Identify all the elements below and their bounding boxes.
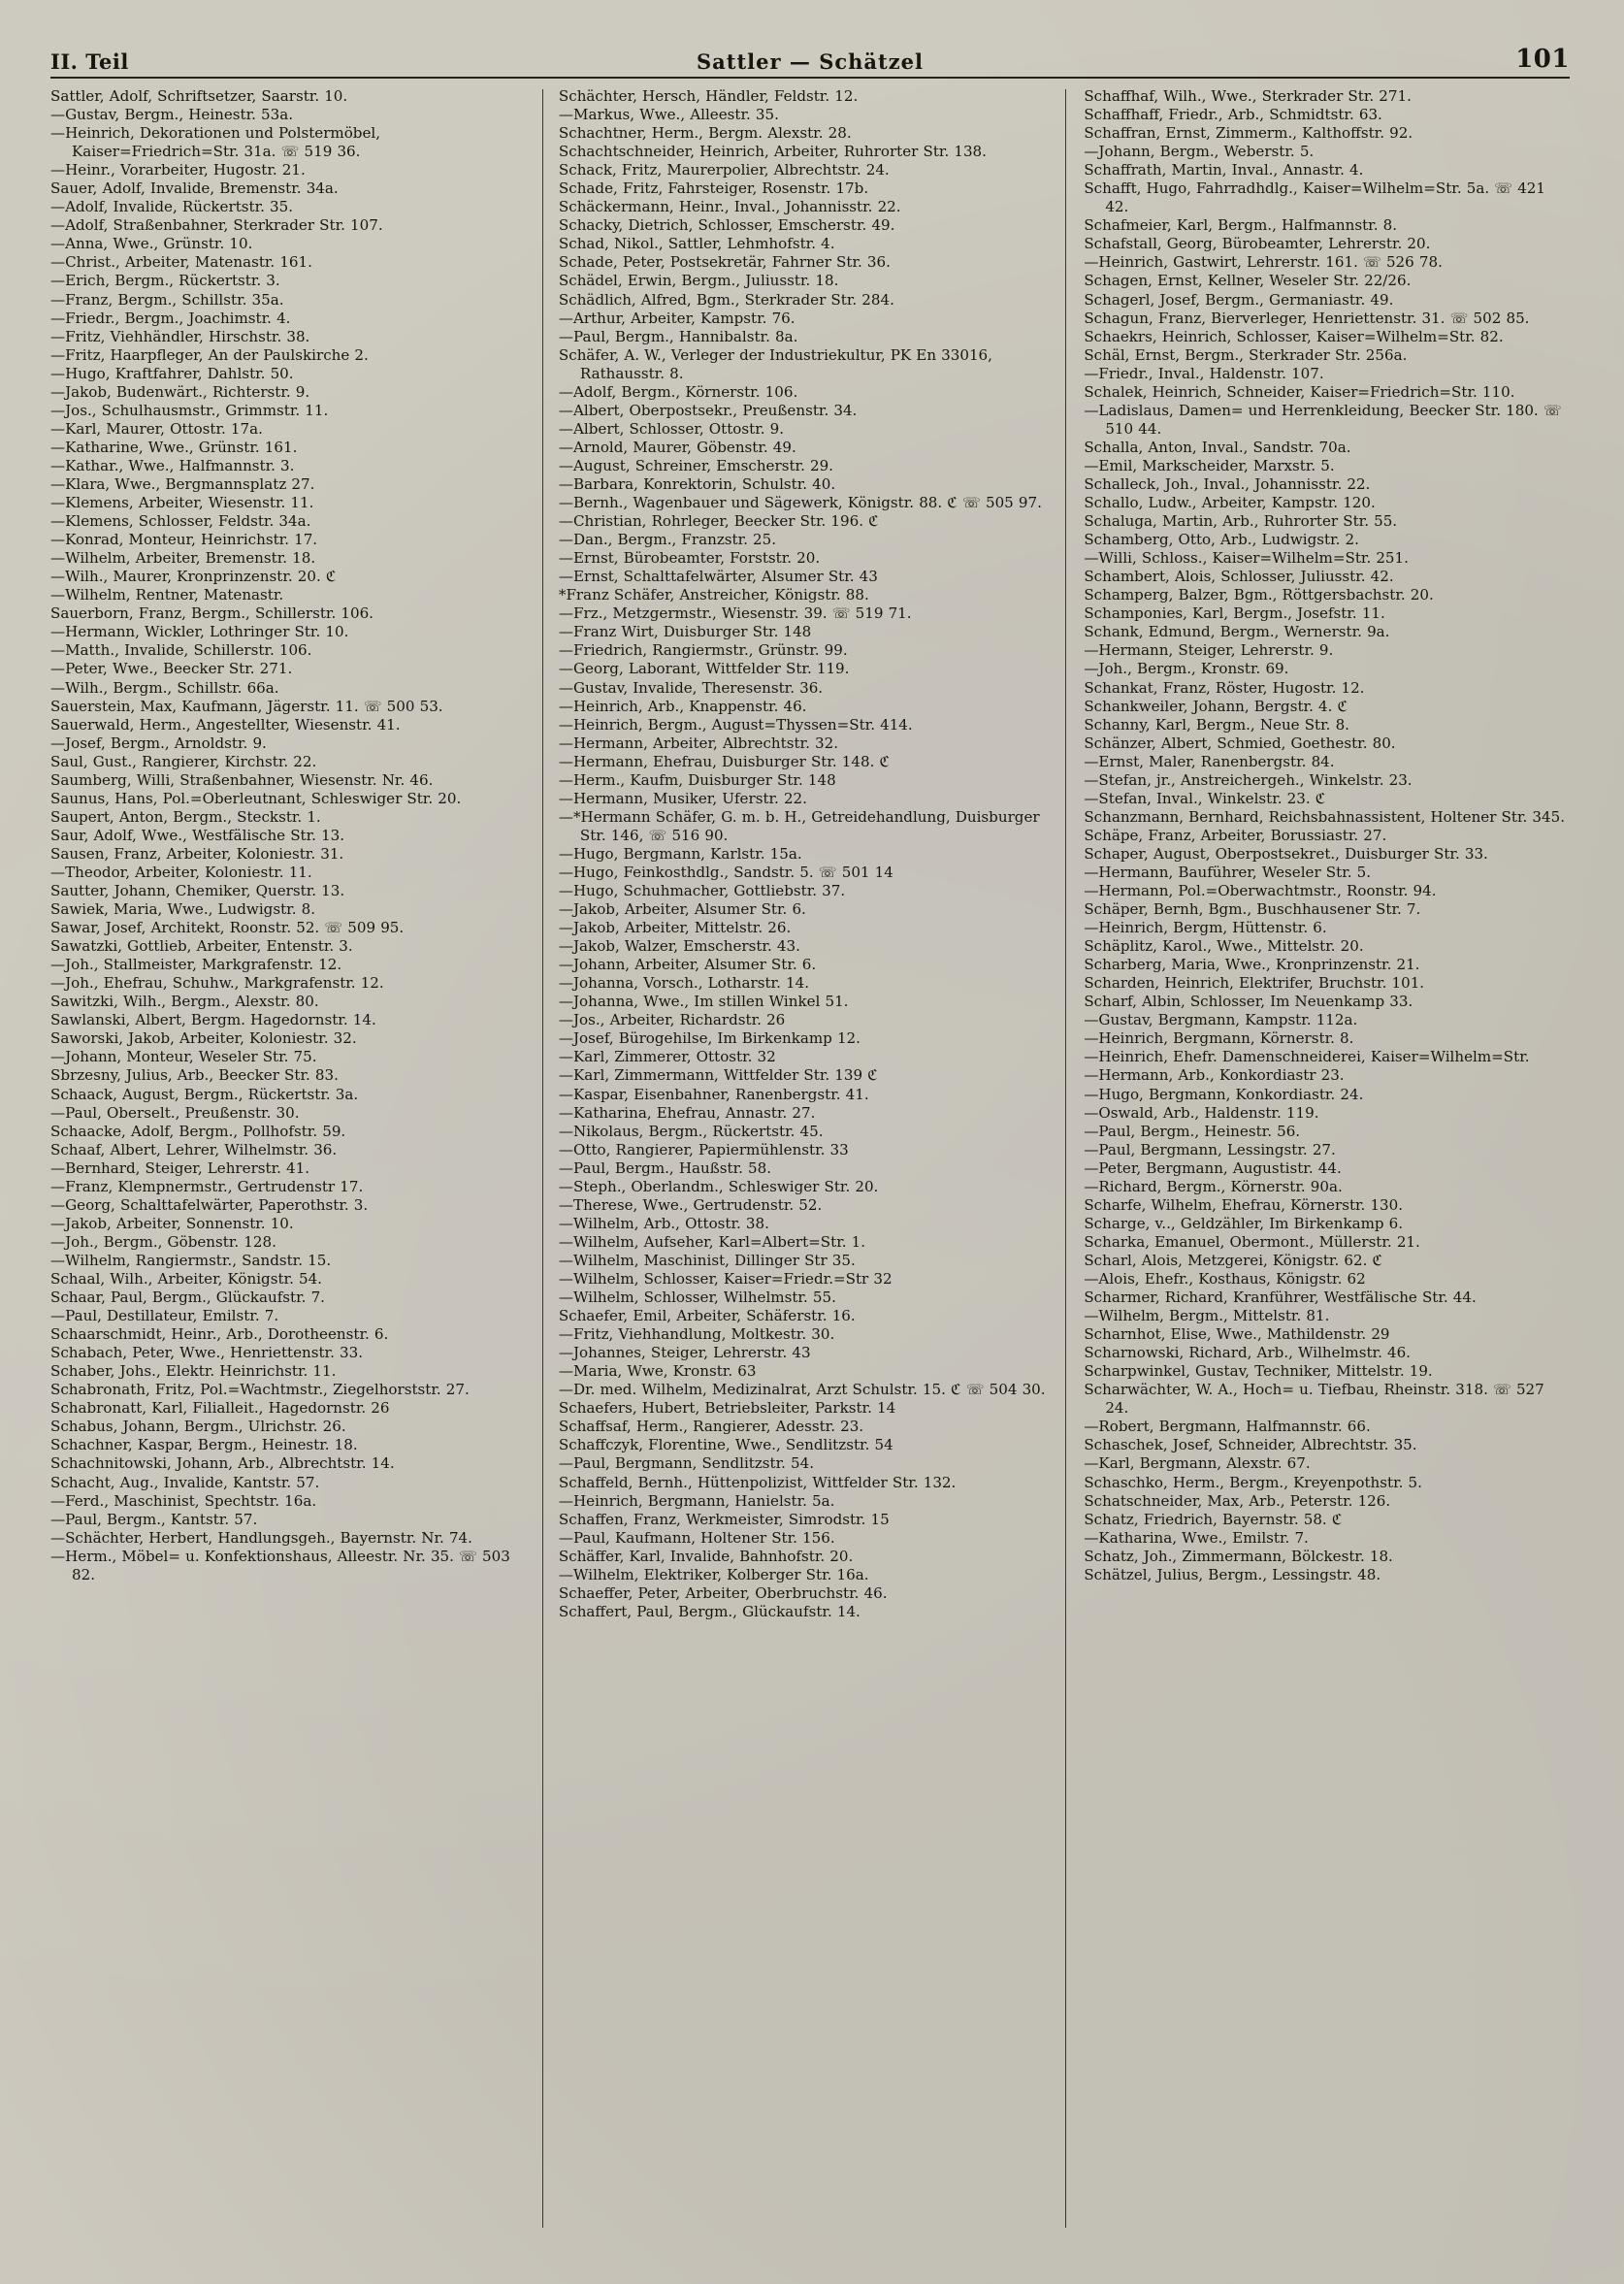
directory-entry: Schambert, Alois, Schlosser, Juliusstr. 42.	[1084, 568, 1394, 586]
directory-entry: —Bernh., Wagenbauer und Sägewerk, Königstr. 88. ℭ ☏ 505 97.	[558, 494, 1042, 512]
directory-entry: —Fritz, Haarpfleger, An der Paulskirche 2.	[50, 345, 369, 364]
directory-entry: Schankat, Franz, Röster, Hugostr. 12.	[1084, 678, 1365, 697]
directory-entry: Schamperg, Balzer, Bgm., Röttgersbachstr. 20.	[1084, 586, 1434, 604]
directory-entry: —Karl, Bergmann, Alexstr. 67.	[1084, 1454, 1311, 1473]
directory-entry: Schäfer, A. W., Verleger der Industriekultur, PK En 33016, Rathausstr. 8.	[558, 345, 992, 382]
header-range-label: Sattler — Schätzel	[697, 49, 924, 74]
directory-entry: —Arnold, Maurer, Göbenstr. 49.	[558, 438, 796, 456]
directory-entry: —Kathar., Wwe., Halfmannstr. 3.	[50, 456, 295, 474]
directory-entry: —Heinrich, Arb., Knappenstr. 46.	[558, 697, 807, 715]
directory-entry: Sauerwald, Herm., Angestellter, Wiesenstr. 41.	[50, 715, 401, 734]
directory-entry: —Adolf, Invalide, Rückertstr. 35.	[50, 198, 294, 216]
directory-entry: Saunus, Hans, Pol.=Oberleutnant, Schleswiger Str. 20.	[50, 789, 462, 807]
directory-entry: —Wilhelm, Schlosser, Kaiser=Friedr.=Str 32	[558, 1270, 893, 1288]
directory-entry: —Katharina, Ehefrau, Annastr. 27.	[558, 1103, 816, 1122]
column-1	[50, 87, 542, 2237]
directory-entry: —Nikolaus, Bergm., Rückertstr. 45.	[558, 1122, 824, 1140]
directory-entry: —Bernhard, Steiger, Lehrerstr. 41.	[50, 1158, 310, 1177]
directory-entry: Schatschneider, Max, Arb., Peterstr. 126.	[1084, 1491, 1391, 1510]
directory-entry: —Herm., Kaufm, Duisburger Str. 148	[558, 770, 836, 789]
directory-entry: Schanny, Karl, Bergm., Neue Str. 8.	[1084, 715, 1349, 734]
directory-entry: Schäffer, Karl, Invalide, Bahnhofstr. 20.	[558, 1547, 854, 1565]
directory-entry: —Robert, Bergmann, Halfmannstr. 66.	[1084, 1418, 1371, 1436]
directory-entry: Schaefer, Emil, Arbeiter, Schäferstr. 16.	[558, 1307, 856, 1325]
directory-entry: —Paul, Bergm., Heinestr. 56.	[1084, 1122, 1301, 1140]
directory-entry: —Wilhelm, Arb., Ottostr. 38.	[558, 1214, 769, 1232]
directory-entry: —Wilhelm, Elektriker, Kolberger Str. 16a.	[558, 1565, 869, 1583]
directory-entry: —Hermann, Musiker, Uferstr. 22.	[558, 789, 807, 807]
directory-entry: —Gustav, Bergmann, Kampstr. 112a.	[1084, 1011, 1358, 1029]
directory-entry: —Kaspar, Eisenbahner, Ranenbergstr. 41.	[558, 1085, 869, 1103]
directory-entry: —Wilhelm, Rangiermstr., Sandstr. 15.	[50, 1251, 332, 1269]
directory-entry: Schabach, Peter, Wwe., Henriettenstr. 33.	[50, 1344, 364, 1362]
directory-entry: Schagen, Ernst, Kellner, Weseler Str. 22/26.	[1084, 272, 1412, 290]
directory-entry: —Klemens, Schlosser, Feldstr. 34a.	[50, 512, 311, 531]
directory-entry: Schallo, Ludw., Arbeiter, Kampstr. 120.	[1084, 494, 1376, 512]
directory-entry: —Wilh., Bergm., Schillstr. 66a.	[50, 678, 279, 697]
directory-entry: —Katharina, Wwe., Emilstr. 7.	[1084, 1528, 1309, 1547]
directory-entry: —Ferd., Maschinist, Spechtstr. 16a.	[50, 1491, 317, 1510]
directory-entry: —Hermann, Steiger, Lehrerstr. 9.	[1084, 641, 1334, 660]
directory-entry: —Oswald, Arb., Haldenstr. 119.	[1084, 1103, 1319, 1122]
directory-entry: —Johanna, Vorsch., Lotharstr. 14.	[558, 974, 810, 993]
directory-entry: —Heinr., Vorarbeiter, Hugostr. 21.	[50, 161, 306, 179]
directory-entry: —Jakob, Arbeiter, Sonnenstr. 10.	[50, 1214, 294, 1232]
directory-entry: Sautter, Johann, Chemiker, Querstr. 13.	[50, 882, 345, 900]
directory-entry: Scharwächter, W. A., Hoch= u. Tiefbau, Rheinstr. 318. ☏ 527 24.	[1084, 1381, 1544, 1418]
directory-entry: Schade, Peter, Postsekretär, Fahrner Str. 36.	[558, 253, 891, 272]
directory-entry: —Erich, Bergm., Rückertstr. 3.	[50, 272, 280, 290]
directory-entry: —Wilhelm, Rentner, Matenastr.	[50, 586, 284, 604]
directory-entry: —Joh., Ehefrau, Schuhw., Markgrafenstr. 12.	[50, 974, 384, 993]
directory-entry: Schachner, Kaspar, Bergm., Heinestr. 18.	[50, 1436, 358, 1454]
directory-entry: —Paul, Bergm., Kantstr. 57.	[50, 1510, 258, 1528]
directory-entry: —Karl, Zimmerer, Ottostr. 32	[558, 1048, 776, 1066]
directory-entry: —Hermann, Arbeiter, Albrechtstr. 32.	[558, 734, 838, 752]
directory-entry: —Heinrich, Bergm., August=Thyssen=Str. 414.	[558, 715, 913, 734]
directory-entry: Schabronath, Fritz, Pol.=Wachtmstr., Ziegelhorststr. 27.	[50, 1381, 470, 1399]
directory-entry: —Wilhelm, Schlosser, Wilhelmstr. 55.	[558, 1289, 836, 1307]
directory-entry: —Friedr., Bergm., Joachimstr. 4.	[50, 309, 291, 327]
directory-entry: Schaffen, Franz, Werkmeister, Simrodstr. 15	[558, 1510, 890, 1528]
directory-entry: —Jakob, Arbeiter, Mittelstr. 26.	[558, 919, 792, 937]
directory-entry: —Willi, Schloss., Kaiser=Wilhelm=Str. 251.	[1084, 549, 1409, 568]
directory-entry: —Paul, Oberselt., Preußenstr. 30.	[50, 1103, 300, 1122]
directory-entry: Saur, Adolf, Wwe., Westfälische Str. 13.	[50, 826, 345, 844]
directory-entry: Schäckermann, Heinr., Inval., Johannisstr. 22.	[558, 198, 901, 216]
directory-entry: —Hermann, Bauführer, Weseler Str. 5.	[1084, 863, 1372, 881]
directory-entry: —Fritz, Viehhandlung, Moltkestr. 30.	[558, 1325, 835, 1344]
directory-entry: —Heinrich, Dekorationen und Polstermöbel, Kaiser=Friedrich=Str. 31a. ☏ 519 36.	[50, 124, 381, 161]
directory-entry: Sattler, Adolf, Schriftsetzer, Saarstr. 10.	[50, 87, 348, 105]
directory-entry: —Markus, Wwe., Alleestr. 35.	[558, 106, 779, 124]
directory-entry: Schacky, Dietrich, Schlosser, Emscherstr. 49.	[558, 216, 895, 235]
directory-entry: —Emil, Markscheider, Marxstr. 5.	[1084, 456, 1335, 474]
directory-entry: Schafmeier, Karl, Bergm., Halfmannstr. 8.	[1084, 216, 1397, 235]
directory-entry: Schabus, Johann, Bergm., Ulrichstr. 26.	[50, 1418, 346, 1436]
directory-entry: —Hugo, Bergmann, Karlstr. 15a.	[558, 844, 802, 863]
directory-entry: —Paul, Destillateur, Emilstr. 7.	[50, 1307, 279, 1325]
directory-entry: Scharnowski, Richard, Arb., Wilhelmstr. 46.	[1084, 1344, 1411, 1362]
directory-entry: —Joh., Stallmeister, Markgrafenstr. 12.	[50, 956, 342, 974]
directory-entry: —Ernst, Schalttafelwärter, Alsumer Str. 43	[558, 568, 878, 586]
directory-entry: —Hugo, Schuhmacher, Gottliebstr. 37.	[558, 882, 846, 900]
directory-entry: —Wilhelm, Maschinist, Dillinger Str 35.	[558, 1251, 856, 1269]
directory-entry: Scharge, v.., Geldzähler, Im Birkenkamp 6.	[1084, 1214, 1404, 1232]
directory-entry: Schaarschmidt, Heinr., Arb., Dorotheenstr. 6.	[50, 1325, 389, 1344]
page-inner	[50, 39, 1570, 2247]
directory-entry: —Barbara, Konrektorin, Schulstr. 40.	[558, 474, 836, 493]
directory-entry: —Ernst, Bürobeamter, Forststr. 20.	[558, 549, 821, 568]
directory-entry: Saumberg, Willi, Straßenbahner, Wiesenstr. Nr. 46.	[50, 770, 434, 789]
directory-entry: —Alois, Ehefr., Kosthaus, Königstr. 62	[1084, 1270, 1366, 1288]
directory-entry: Schächter, Hersch, Händler, Feldstr. 12.	[558, 87, 859, 105]
directory-entry: Schatz, Joh., Zimmermann, Bölckestr. 18.	[1084, 1547, 1393, 1565]
directory-entry: —Heinrich, Bergmann, Hanielstr. 5a.	[558, 1491, 835, 1510]
directory-entry: Schad, Nikol., Sattler, Lehmhofstr. 4.	[558, 235, 835, 253]
directory-entry: Schafstall, Georg, Bürobeamter, Lehrerstr. 20.	[1084, 235, 1431, 253]
directory-entry: —Konrad, Monteur, Heinrichstr. 17.	[50, 531, 318, 549]
directory-entry: —Christian, Rohrleger, Beecker Str. 196. ℭ	[558, 512, 879, 531]
directory-entry: —Albert, Oberpostsekr., Preußenstr. 34.	[558, 401, 858, 419]
directory-entry: Sawiek, Maria, Wwe., Ludwigstr. 8.	[50, 900, 315, 919]
directory-entry: Schagerl, Josef, Bergm., Germaniastr. 49.	[1084, 290, 1394, 309]
directory-entry: —Hermann, Arb., Konkordiastr 23.	[1084, 1066, 1345, 1085]
directory-entry: —Otto, Rangierer, Papiermühlenstr. 33	[558, 1140, 849, 1158]
directory-entry: Schankweiler, Johann, Bergstr. 4. ℭ	[1084, 697, 1348, 715]
directory-entry: Scharmer, Richard, Kranführer, Westfälische Str. 44.	[1084, 1289, 1477, 1307]
directory-entry: —Heinrich, Ehefr. Damenschneiderei, Kaiser=Wilhelm=Str.	[1084, 1048, 1530, 1066]
directory-entry: —Johann, Arbeiter, Alsumer Str. 6.	[558, 956, 817, 974]
directory-entry: Schäpe, Franz, Arbeiter, Borussiastr. 27.	[1084, 826, 1387, 844]
directory-entry: Schaefers, Hubert, Betriebsleiter, Parkstr. 14	[558, 1399, 896, 1418]
directory-entry: —Paul, Kaufmann, Holtener Str. 156.	[558, 1528, 835, 1547]
directory-entry: Scharden, Heinrich, Elektrifer, Bruchstr. 101.	[1084, 974, 1425, 993]
directory-entry: Sawlanski, Albert, Bergm. Hagedornstr. 14.	[50, 1011, 376, 1029]
directory-entry: —Johannes, Steiger, Lehrerstr. 43	[558, 1344, 811, 1362]
directory-entry: Schäl, Ernst, Bergm., Sterkrader Str. 256a.	[1084, 345, 1408, 364]
directory-entry: —Franz, Bergm., Schillstr. 35a.	[50, 290, 284, 309]
directory-entry: Schaschko, Herm., Bergm., Kreyenpothstr. 5.	[1084, 1473, 1422, 1491]
directory-entry: —Arthur, Arbeiter, Kampstr. 76.	[558, 309, 796, 327]
directory-entry: Sawatzki, Gottlieb, Arbeiter, Entenstr. 3.	[50, 937, 353, 956]
directory-entry: Schaaf, Albert, Lehrer, Wilhelmstr. 36.	[50, 1140, 338, 1158]
directory-entry: Schaschek, Josef, Schneider, Albrechtstr. 35.	[1084, 1436, 1417, 1454]
directory-entry: Schamponies, Karl, Bergm., Josefstr. 11.	[1084, 604, 1385, 623]
column-2	[543, 87, 1065, 2237]
directory-entry: —Josef, Bergm., Arnoldstr. 9.	[50, 734, 267, 752]
directory-entry: Scharberg, Maria, Wwe., Kronprinzenstr. 21.	[1084, 956, 1420, 974]
directory-entry: —Matth., Invalide, Schillerstr. 106.	[50, 641, 312, 660]
directory-entry: —Jos., Arbeiter, Richardstr. 26	[558, 1011, 786, 1029]
directory-entry: Schaluga, Martin, Arb., Ruhrorter Str. 55.	[1084, 512, 1398, 531]
directory-entry: —Paul, Bergmann, Lessingstr. 27.	[1084, 1140, 1336, 1158]
directory-entry: —Joh., Bergm., Göbenstr. 128.	[50, 1232, 276, 1251]
directory-entry: —August, Schreiner, Emscherstr. 29.	[558, 456, 833, 474]
directory-entry: —Franz Wirt, Duisburger Str. 148	[558, 623, 812, 641]
directory-entry: Schäplitz, Karol., Wwe., Mittelstr. 20.	[1084, 937, 1364, 956]
directory-entry: Schaber, Johs., Elektr. Heinrichstr. 11.	[50, 1362, 337, 1381]
directory-entry: —Fritz, Viehhändler, Hirschstr. 38.	[50, 327, 310, 345]
directory-entry: —Dr. med. Wilhelm, Medizinalrat, Arzt Schulstr. 15. ℭ ☏ 504 30.	[558, 1381, 1046, 1399]
directory-entry: Saul, Gust., Rangierer, Kirchstr. 22.	[50, 752, 317, 770]
directory-entry: —Johann, Bergm., Weberstr. 5.	[1084, 143, 1315, 161]
directory-entry: Schachtner, Herm., Bergm. Alexstr. 28.	[558, 124, 852, 143]
directory-entry: Sauerborn, Franz, Bergm., Schillerstr. 106.	[50, 604, 374, 623]
directory-entry: —Gustav, Bergm., Heinestr. 53a.	[50, 106, 294, 124]
directory-entry: —Hermann, Wickler, Lothringer Str. 10.	[50, 623, 349, 641]
directory-entry: —Hermann, Pol.=Oberwachtmstr., Roonstr. 94.	[1084, 882, 1437, 900]
directory-entry: —Christ., Arbeiter, Matenastr. 161.	[50, 253, 312, 272]
directory-entry: Schamberg, Otto, Arb., Ludwigstr. 2.	[1084, 531, 1359, 549]
directory-entry: Scharka, Emanuel, Obermont., Müllerstr. 21.	[1084, 1232, 1420, 1251]
directory-entry: —Hugo, Kraftfahrer, Dahlstr. 50.	[50, 364, 294, 382]
directory-entry: —Georg, Laborant, Wittfelder Str. 119.	[558, 660, 850, 678]
directory-entry: —Steph., Oberlandm., Schleswiger Str. 20.	[558, 1177, 879, 1195]
directory-entry: —Maria, Wwe, Kronstr. 63	[558, 1362, 757, 1381]
directory-entry: —Jakob, Budenwärt., Richterstr. 9.	[50, 382, 310, 401]
directory-entry: Schachtschneider, Heinrich, Arbeiter, Ruhrorter Str. 138.	[558, 143, 987, 161]
page-header	[50, 39, 1570, 74]
directory-entry: Schaffeld, Bernh., Hüttenpolizist, Wittfelder Str. 132.	[558, 1473, 957, 1491]
directory-entry: —Wilhelm, Aufseher, Karl=Albert=Str. 1.	[558, 1232, 866, 1251]
directory-entry: Scharpwinkel, Gustav, Techniker, Mittelstr. 19.	[1084, 1362, 1433, 1381]
directory-entry: Schaeffer, Peter, Arbeiter, Oberbruchstr. 46.	[558, 1583, 888, 1602]
directory-entry: —Stefan, jr., Anstreichergeh., Winkelstr. 23.	[1084, 770, 1413, 789]
directory-entry: —Johanna, Wwe., Im stillen Winkel 51.	[558, 993, 849, 1011]
directory-entry: Schaffsaf, Herm., Rangierer, Adesstr. 23.	[558, 1418, 864, 1436]
directory-entry: —Ladislaus, Damen= und Herrenkleidung, Beecker Str. 180. ☏ 510 44.	[1084, 401, 1562, 438]
directory-entry: Schalla, Anton, Inval., Sandstr. 70a.	[1084, 438, 1351, 456]
directory-entry: —Paul, Bergmann, Sendlitzstr. 54.	[558, 1454, 815, 1473]
directory-entry: Schänzer, Albert, Schmied, Goethestr. 80.	[1084, 734, 1396, 752]
directory-entry: Scharl, Alois, Metzgerei, Königstr. 62. ℭ	[1084, 1251, 1383, 1269]
directory-entry: Scharfe, Wilhelm, Ehefrau, Körnerstr. 130.	[1084, 1195, 1404, 1214]
directory-entry: —Theodor, Arbeiter, Koloniestr. 11.	[50, 863, 312, 881]
directory-entry: Schacht, Aug., Invalide, Kantstr. 57.	[50, 1473, 320, 1491]
directory-entry: —Wilhelm, Arbeiter, Bremenstr. 18.	[50, 549, 316, 568]
directory-entry: Schachnitowski, Johann, Arb., Albrechtstr. 14.	[50, 1454, 395, 1473]
directory-entry: Saupert, Anton, Bergm., Steckstr. 1.	[50, 807, 321, 826]
directory-entry: Saworski, Jakob, Arbeiter, Koloniestr. 32.	[50, 1029, 357, 1048]
directory-entry: Schalleck, Joh., Inval., Johannisstr. 22.	[1084, 474, 1371, 493]
directory-entry: Schäper, Bernh, Bgm., Buschhausener Str. 7.	[1084, 900, 1421, 919]
directory-entry: —Paul, Bergm., Hannibalstr. 8a.	[558, 327, 798, 345]
directory-entry: Schädel, Erwin, Bergm., Juliusstr. 18.	[558, 272, 839, 290]
directory-entry: Scharf, Albin, Schlosser, Im Neuenkamp 33.	[1084, 993, 1413, 1011]
directory-entry: —Stefan, Inval., Winkelstr. 23. ℭ	[1084, 789, 1326, 807]
column-3	[1066, 87, 1570, 2237]
directory-entry: Schatz, Friedrich, Bayernstr. 58. ℭ	[1084, 1510, 1343, 1528]
directory-entry: Schack, Fritz, Maurerpolier, Albrechtstr. 24.	[558, 161, 890, 179]
directory-entry: Scharnhot, Elise, Wwe., Mathildenstr. 29	[1084, 1325, 1390, 1344]
directory-entry: Sbrzesny, Julius, Arb., Beecker Str. 83.	[50, 1066, 339, 1085]
directory-entry: Schaffran, Ernst, Zimmerm., Kalthoffstr. 92.	[1084, 124, 1413, 143]
header-part-label: II. Teil	[50, 49, 129, 74]
directory-entry: Schade, Fritz, Fahrsteiger, Rosenstr. 17b.	[558, 179, 869, 198]
directory-entry: —Katharine, Wwe., Grünstr. 161.	[50, 438, 298, 456]
directory-entry: —Schächter, Herbert, Handlungsgeh., Bayernstr. Nr. 74.	[50, 1528, 472, 1547]
directory-entry: —Karl, Zimmermann, Wittfelder Str. 139 ℭ	[558, 1066, 878, 1085]
directory-entry: —Klemens, Arbeiter, Wiesenstr. 11.	[50, 494, 314, 512]
directory-entry: Schaffhaff, Friedr., Arb., Schmidtstr. 63.	[1084, 106, 1382, 124]
directory-entry: —Frz., Metzgermstr., Wiesenstr. 39. ☏ 519 71.	[558, 604, 912, 623]
directory-entry: —Heinrich, Bergmann, Körnerstr. 8.	[1084, 1029, 1354, 1048]
directory-entry: —Heinrich, Bergm, Hüttenstr. 6.	[1084, 919, 1327, 937]
directory-entry: —Anna, Wwe., Grünstr. 10.	[50, 235, 253, 253]
directory-entry: Schaacke, Adolf, Bergm., Pollhofstr. 59.	[50, 1122, 346, 1140]
directory-entry: Schabronatt, Karl, Filialleit., Hagedornstr. 26	[50, 1399, 390, 1418]
directory-entry: Schaal, Wilh., Arbeiter, Königstr. 54.	[50, 1270, 322, 1288]
directory-entry: —Joh., Bergm., Kronstr. 69.	[1084, 660, 1289, 678]
directory-entry: —Johann, Monteur, Weseler Str. 75.	[50, 1048, 317, 1066]
directory-entry: Schaffczyk, Florentine, Wwe., Sendlitzstr. 54	[558, 1436, 893, 1454]
directory-entry: Sauer, Adolf, Invalide, Bremenstr. 34a.	[50, 179, 339, 198]
directory-entry: —Wilh., Maurer, Kronprinzenstr. 20. ℭ	[50, 568, 337, 586]
page-number: 101	[1515, 45, 1570, 74]
directory-entry: —Herm., Möbel= u. Konfektionshaus, Alleestr. Nr. 35. ☏ 503 82.	[50, 1547, 510, 1583]
directory-entry: —Hermann, Ehefrau, Duisburger Str. 148. ℭ	[558, 752, 891, 770]
directory-entry: —Adolf, Bergm., Körnerstr. 106.	[558, 382, 798, 401]
directory-entry: Schafft, Hugo, Fahrradhdlg., Kaiser=Wilhelm=Str. 5a. ☏ 421 42.	[1084, 179, 1546, 216]
directory-entry: Schätzel, Julius, Bergm., Lessingstr. 48.	[1084, 1565, 1381, 1583]
directory-entry: —Jos., Schulhausmstr., Grimmstr. 11.	[50, 401, 329, 419]
directory-entry: —Therese, Wwe., Gertrudenstr. 52.	[558, 1195, 823, 1214]
directory-entry: —Karl, Maurer, Ottostr. 17a.	[50, 419, 263, 438]
directory-entry: —Wilhelm, Bergm., Mittelstr. 81.	[1084, 1307, 1330, 1325]
directory-entry: Schalek, Heinrich, Schneider, Kaiser=Friedrich=Str. 110.	[1084, 382, 1515, 401]
directory-columns	[50, 87, 1570, 2237]
directory-entry: —Josef, Bürogehilse, Im Birkenkamp 12.	[558, 1029, 861, 1048]
directory-entry: Schaffrath, Martin, Inval., Annastr. 4.	[1084, 161, 1364, 179]
directory-entry: —Ernst, Maler, Ranenbergstr. 84.	[1084, 752, 1335, 770]
directory-entry: —*Hermann Schäfer, G. m. b. H., Getreidehandlung, Duisburger Str. 146, ☏ 516 90.	[558, 807, 1040, 844]
directory-entry: —Peter, Wwe., Beecker Str. 271.	[50, 660, 293, 678]
directory-entry: —Franz, Klempnermstr., Gertrudenstr 17.	[50, 1177, 364, 1195]
directory-entry: Sausen, Franz, Arbeiter, Koloniestr. 31.	[50, 844, 344, 863]
directory-entry: —Albert, Schlosser, Ottostr. 9.	[558, 419, 785, 438]
directory-entry: Schaper, August, Oberpostsekret., Duisburger Str. 33.	[1084, 844, 1488, 863]
directory-entry: —Georg, Schalttafelwärter, Paperothstr. 3.	[50, 1195, 369, 1214]
directory-entry: —Friedr., Inval., Haldenstr. 107.	[1084, 364, 1324, 382]
directory-entry: Schaffert, Paul, Bergm., Glückaufstr. 14.	[558, 1602, 861, 1620]
directory-entry: Schaekrs, Heinrich, Schlosser, Kaiser=Wilhelm=Str. 82.	[1084, 327, 1504, 345]
directory-entry: Schaar, Paul, Bergm., Glückaufstr. 7.	[50, 1289, 325, 1307]
directory-entry: —Hugo, Feinkosthdlg., Sandstr. 5. ☏ 501 14	[558, 863, 893, 881]
directory-entry: —Adolf, Straßenbahner, Sterkrader Str. 107.	[50, 216, 383, 235]
directory-entry: —Gustav, Invalide, Theresenstr. 36.	[558, 678, 824, 697]
directory-entry: Schanzmann, Bernhard, Reichsbahnassistent, Holtener Str. 345.	[1084, 807, 1566, 826]
directory-entry: —Klara, Wwe., Bergmannsplatz 27.	[50, 474, 315, 493]
directory-entry: *Franz Schäfer, Anstreicher, Königstr. 88.	[558, 586, 869, 604]
directory-entry: Schank, Edmund, Bergm., Wernerstr. 9a.	[1084, 623, 1390, 641]
directory-entry: Schagun, Franz, Bierverleger, Henriettenstr. 31. ☏ 502 85.	[1084, 309, 1530, 327]
directory-entry: —Peter, Bergmann, Augustistr. 44.	[1084, 1158, 1342, 1177]
directory-entry: —Dan., Bergm., Franzstr. 25.	[558, 531, 777, 549]
directory-entry: Schädlich, Alfred, Bgm., Sterkrader Str. 284.	[558, 290, 894, 309]
directory-entry: —Richard, Bergm., Körnerstr. 90a.	[1084, 1177, 1343, 1195]
directory-entry: —Hugo, Bergmann, Konkordiastr. 24.	[1084, 1085, 1364, 1103]
directory-entry: —Jakob, Walzer, Emscherstr. 43.	[558, 937, 800, 956]
directory-entry: Sawar, Josef, Architekt, Roonstr. 52. ☏ 509 95.	[50, 919, 405, 937]
directory-entry: Schaack, August, Bergm., Rückertstr. 3a.	[50, 1085, 359, 1103]
header-rule	[50, 77, 1570, 79]
directory-entry: —Heinrich, Gastwirt, Lehrerstr. 161. ☏ 526 78.	[1084, 253, 1443, 272]
directory-entry: Sawitzki, Wilh., Bergm., Alexstr. 80.	[50, 993, 319, 1011]
directory-entry: Sauerstein, Max, Kaufmann, Jägerstr. 11. ☏ 500 53.	[50, 697, 443, 715]
directory-entry: —Friedrich, Rangiermstr., Grünstr. 99.	[558, 641, 848, 660]
directory-entry: —Jakob, Arbeiter, Alsumer Str. 6.	[558, 900, 806, 919]
directory-entry: Schaffhaf, Wilh., Wwe., Sterkrader Str. 271.	[1084, 87, 1412, 105]
directory-entry: —Paul, Bergm., Haußstr. 58.	[558, 1158, 772, 1177]
